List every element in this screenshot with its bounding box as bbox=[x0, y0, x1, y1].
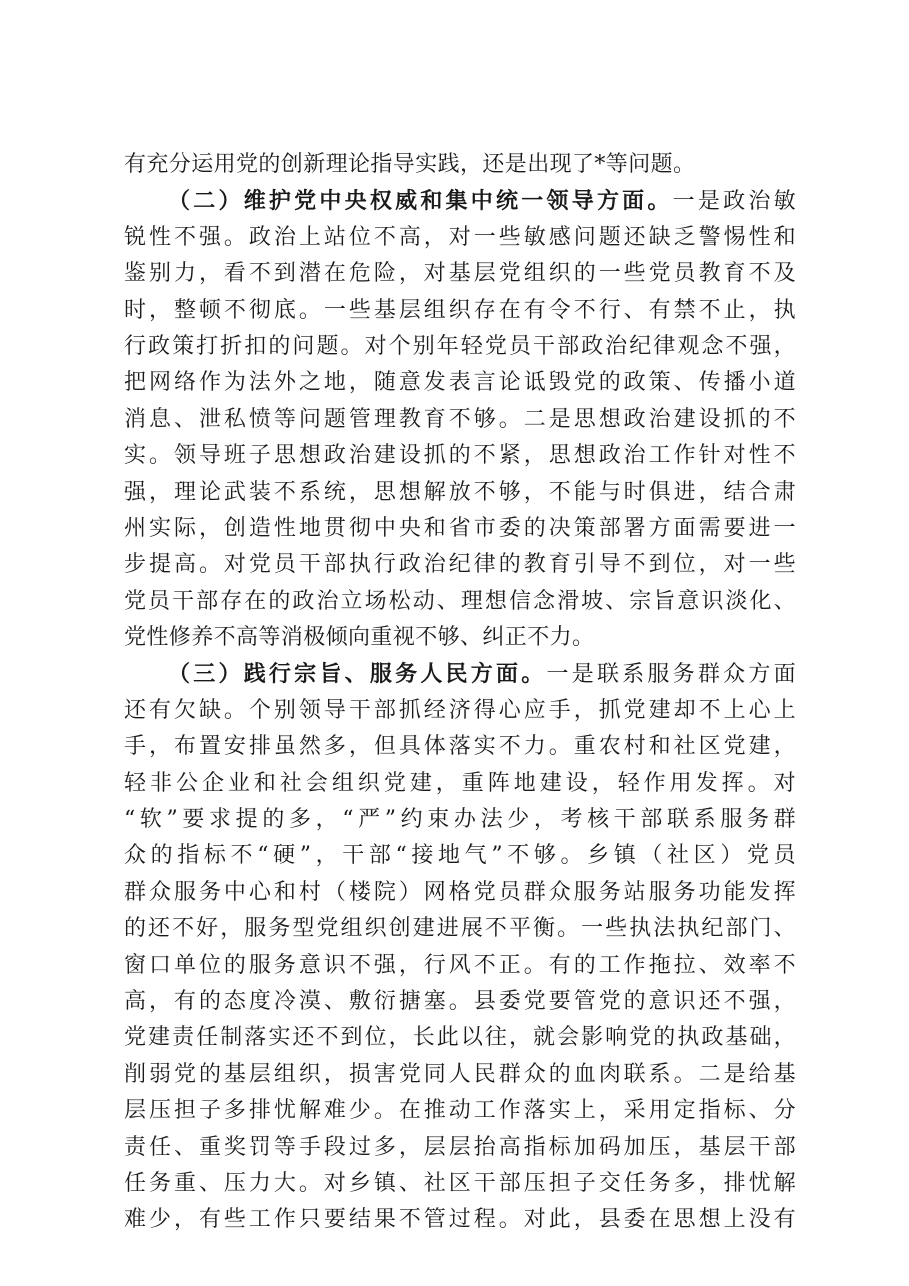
text-line: 步提高。对党员干部执行政治纪律的教育引导不到位，对一些 bbox=[124, 552, 796, 578]
text-line: 手，布置安排虽然多，但具体落实不力。重农村和社区党建， bbox=[124, 734, 796, 760]
text-line: 锐性不强。政治上站位不高，对一些敏感问题还缺乏警惕性和 bbox=[124, 224, 796, 250]
text-line: 时，整顿不彻底。一些基层组织存在有令不行、有禁不止，执 bbox=[124, 297, 796, 323]
text-line: 轻非公企业和社会组织党建，重阵地建设，轻作用发挥。对 bbox=[124, 770, 796, 796]
text-line: 群众服务中心和村（楼院）网格党员群众服务站服务功能发挥 bbox=[124, 879, 796, 905]
text-line: 行政策打折扣的问题。对个别年轻党员干部政治纪律观念不强， bbox=[124, 333, 796, 359]
text-line: 还有欠缺。个别领导干部抓经济得心应手，抓党建却不上心上 bbox=[124, 697, 796, 723]
text-line: 众的指标不“硬”，干部“接地气”不够。乡镇（社区）党员 bbox=[124, 843, 796, 869]
text-line: 削弱党的基层组织，损害党同人民群众的血肉联系。二是给基 bbox=[124, 1061, 796, 1087]
text-line: 实。领导班子思想政治建设抓的不紧，思想政治工作针对性不 bbox=[124, 443, 796, 469]
text-line: 窗口单位的服务意识不强，行风不正。有的工作拖拉、效率不 bbox=[124, 952, 796, 978]
text-line: 把网络作为法外之地，随意发表言论诋毁党的政策、传播小道 bbox=[124, 370, 796, 396]
text-line: 难少，有些工作只要结果不管过程。对此，县委在思想上没有 bbox=[124, 1207, 796, 1233]
text-run: 一是联系服务群众方面 bbox=[546, 662, 796, 688]
text-line: 责任、重奖罚等手段过多，层层抬高指标加码加压，基层干部 bbox=[124, 1134, 796, 1160]
text-line: 强，理论武装不系统，思想解放不够，不能与时俱进，结合肃 bbox=[124, 479, 796, 505]
text-line: 任务重、压力大。对乡镇、社区干部压担子交任务多，排忧解 bbox=[124, 1170, 796, 1196]
section-heading-2: （二）维护党中央权威和集中统一领导方面。 bbox=[168, 188, 673, 215]
text-line: 层压担子多排忧解难少。在推动工作落实上，采用定指标、分 bbox=[124, 1098, 796, 1124]
paragraph-first-line bbox=[124, 183, 796, 219]
text-line: 党建责任制落实还不到位，长此以往，就会影响党的执政基础， bbox=[124, 1025, 796, 1051]
text-line: 的还不好，服务型党组织创建进展不平衡。一些执法执纪部门、 bbox=[124, 916, 796, 942]
text-line: 党性修养不高等消极倾向重视不够、纠正不力。 bbox=[124, 625, 595, 651]
paragraph-first-line bbox=[124, 656, 796, 692]
text-line: 高，有的态度冷漠、敷衍搪塞。县委党要管党的意识还不强， bbox=[124, 988, 796, 1014]
document-body bbox=[124, 147, 796, 1239]
text-line: 消息、泄私愤等问题管理教育不够。二是思想政治建设抓的不 bbox=[124, 406, 796, 432]
text-run: 一是政治敏 bbox=[672, 189, 796, 215]
text-line: “软”要求提的多，“严”约束办法少，考核干部联系服务群 bbox=[124, 807, 796, 833]
text-line: 有充分运用党的创新理论指导实践，还是出现了*等问题。 bbox=[124, 152, 696, 177]
text-line: 鉴别力，看不到潜在危险，对基层党组织的一些党员教育不及 bbox=[124, 261, 796, 287]
text-line: 州实际，创造性地贯彻中央和省市委的决策部署方面需要进一 bbox=[124, 515, 796, 541]
section-heading-3: （三）践行宗旨、服务人民方面。 bbox=[168, 661, 547, 688]
text-line: 党员干部存在的政治立场松动、理想信念滑坡、宗旨意识淡化、 bbox=[124, 588, 796, 614]
